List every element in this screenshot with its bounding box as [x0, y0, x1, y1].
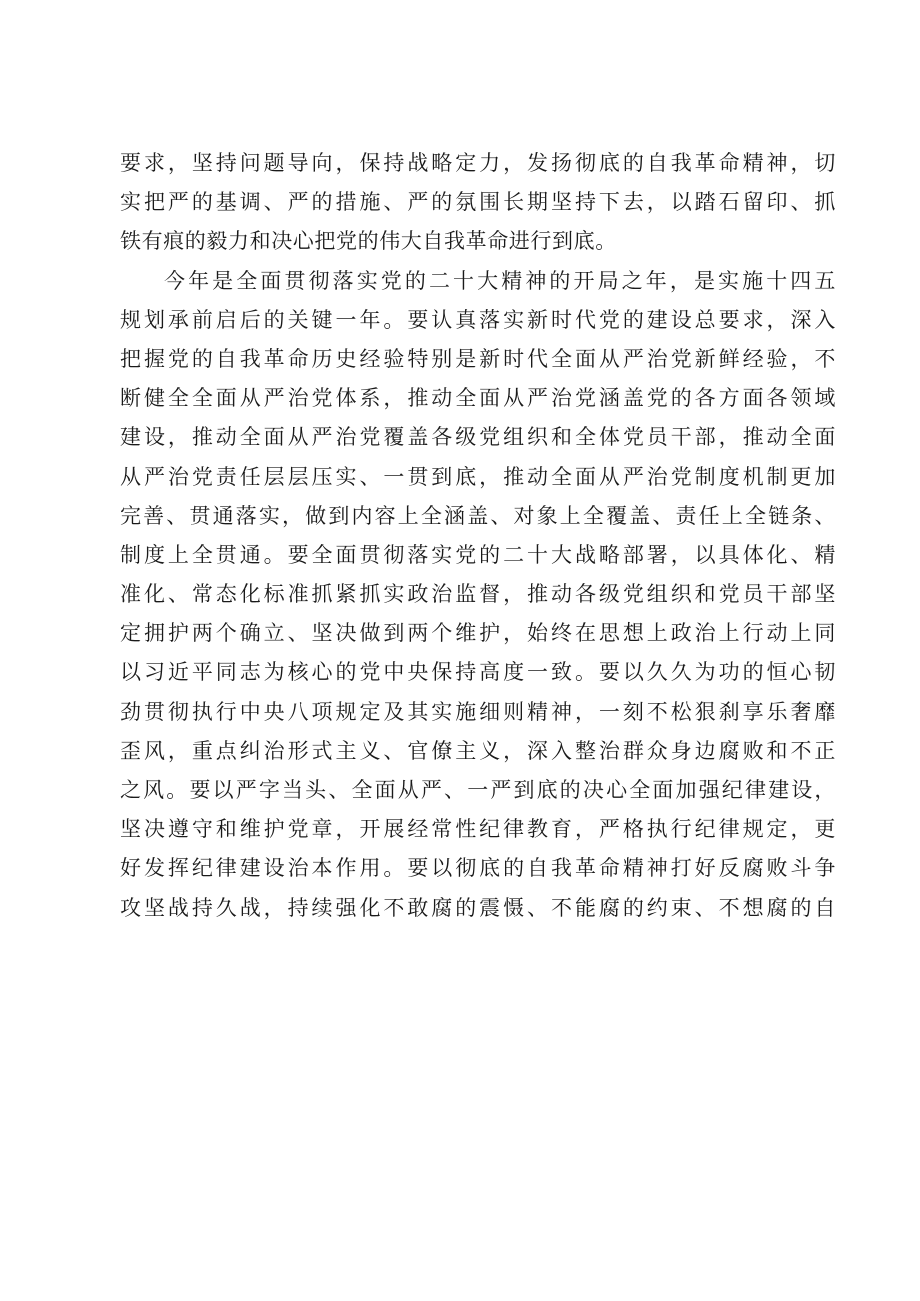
paragraph-1 [120, 144, 836, 262]
text-line: 以习近平同志为核心的党中央保持高度一致。要以久久为功的恒心韧 [120, 660, 836, 685]
text-line: 好发挥纪律建设治本作用。要以彻底的自我革命精神打好反腐败斗争 [120, 856, 836, 881]
text-line: 定拥护两个确立、坚决做到两个维护，始终在思想上政治上行动上同 [120, 621, 836, 646]
text-line: 劲贯彻执行中央八项规定及其实施细则精神，一刻不松狠刹享乐奢靡 [120, 699, 836, 724]
body-text [120, 144, 836, 928]
text-line: 把握党的自我革命历史经验特别是新时代全面从严治党新鲜经验，不 [120, 346, 836, 371]
text-line: 今年是全面贯彻落实党的二十大精神的开局之年，是实施十四五 [164, 268, 836, 293]
text-line: 准化、常态化标准抓紧抓实政治监督，推动各级党组织和党员干部坚 [120, 582, 836, 607]
text-line: 攻坚战持久战，持续强化不敢腐的震慑、不能腐的约束、不想腐的自 [120, 895, 836, 920]
text-line: 规划承前启后的关键一年。要认真落实新时代党的建设总要求，深入 [120, 307, 836, 332]
text-line: 从严治党责任层层压实、一贯到底，推动全面从严治党制度机制更加 [120, 464, 836, 489]
text-line: 铁有痕的毅力和决心把党的伟大自我革命进行到底。 [120, 229, 617, 254]
paragraph-2 [120, 262, 836, 928]
text-line: 建设，推动全面从严治党覆盖各级党组织和全体党员干部，推动全面 [120, 425, 836, 450]
text-line: 完善、贯通落实，做到内容上全涵盖、对象上全覆盖、责任上全链条、 [120, 503, 836, 528]
text-line: 坚决遵守和维护党章，开展经常性纪律教育，严格执行纪律规定，更 [120, 817, 836, 842]
text-line: 实把严的基调、严的措施、严的氛围长期坚持下去，以踏石留印、抓 [120, 190, 836, 215]
text-line: 歪风，重点纠治形式主义、官僚主义，深入整治群众身边腐败和不正 [120, 738, 836, 763]
text-line: 要求，坚持问题导向，保持战略定力，发扬彻底的自我革命精神，切 [120, 151, 836, 175]
text-line: 断健全全面从严治党体系，推动全面从严治党涵盖党的各方面各领域 [120, 386, 836, 411]
text-line: 之风。要以严字当头、全面从严、一严到底的决心全面加强纪律建设， [120, 778, 836, 802]
text-line: 制度上全贯通。要全面贯彻落实党的二十大战略部署，以具体化、精 [120, 542, 836, 567]
